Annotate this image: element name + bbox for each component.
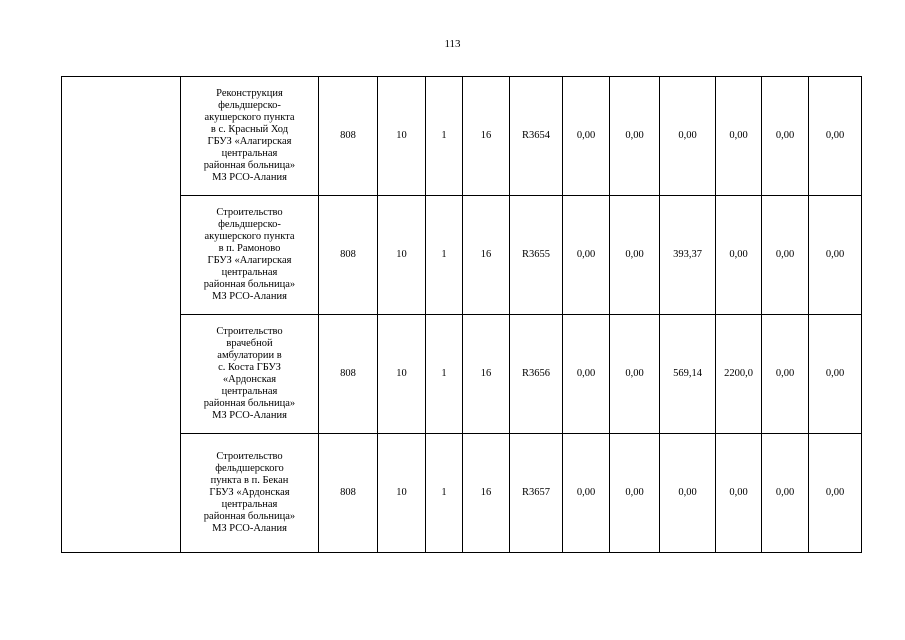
object-name-line: районная больница»: [203, 511, 296, 522]
object-name-line: МЗ РСО-Алания: [212, 291, 287, 302]
amount-cell: 0,00: [762, 315, 809, 434]
subsection-code-cell: 1: [426, 315, 463, 434]
object-name-line: фельдшерского: [215, 463, 284, 474]
object-name-line: центральная: [221, 386, 278, 397]
amount-cell: 0,00: [610, 77, 660, 196]
object-name-line: амбулатории в: [217, 350, 282, 361]
object-name-line: с. Коста ГБУЗ: [218, 362, 281, 373]
amount-cell: 0,00: [563, 77, 610, 196]
target-code-cell: R3655: [510, 196, 563, 315]
subsection-code-cell: 1: [426, 434, 463, 553]
amount-cell: 0,00: [610, 315, 660, 434]
amount-cell: 0,00: [809, 77, 862, 196]
object-name-line: районная больница»: [203, 279, 296, 290]
table-row: [62, 77, 862, 196]
amount-cell: 0,00: [563, 196, 610, 315]
ministry-code-cell: 808: [319, 315, 378, 434]
object-name-line: акушерского пункта: [204, 231, 295, 242]
object-name-line: центральная: [221, 499, 278, 510]
object-name-line: в п. Рамоново: [218, 243, 281, 254]
object-name-line: центральная: [221, 267, 278, 278]
target-code-cell: R3654: [510, 77, 563, 196]
subsection-code-cell: 1: [426, 77, 463, 196]
section-code-cell: 10: [378, 315, 426, 434]
target-code-cell: R3656: [510, 315, 563, 434]
table-row: [62, 434, 862, 553]
object-name-line: районная больница»: [203, 160, 296, 171]
ministry-code-cell: 808: [319, 434, 378, 553]
object-name-line: ГБУЗ «Алагирская: [207, 255, 292, 266]
object-name-cell: [181, 196, 319, 315]
amount-cell: 0,00: [762, 77, 809, 196]
section-code-cell: 10: [378, 77, 426, 196]
object-name-line: центральная: [221, 148, 278, 159]
table-row: [62, 196, 862, 315]
amount-cell: 0,00: [762, 434, 809, 553]
amount-cell: 0,00: [762, 196, 809, 315]
amount-cell: 393,37: [660, 196, 716, 315]
object-name-line: пункта в п. Бекан: [210, 475, 289, 486]
amount-cell: 0,00: [563, 315, 610, 434]
object-name-line: Строительство: [216, 207, 283, 218]
object-name-line: ГБУЗ «Алагирская: [207, 136, 292, 147]
object-name-cell: [181, 315, 319, 434]
program-code-cell: 16: [463, 315, 510, 434]
program-code-cell: 16: [463, 196, 510, 315]
table-row: [62, 315, 862, 434]
object-name-cell: [181, 434, 319, 553]
amount-cell: 0,00: [809, 315, 862, 434]
amount-cell: 0,00: [716, 77, 762, 196]
object-name-line: ГБУЗ «Ардонская: [209, 487, 290, 498]
section-code-cell: 10: [378, 196, 426, 315]
object-name-line: врачебной: [226, 338, 273, 349]
amount-cell: 0,00: [610, 434, 660, 553]
program-code-cell: 16: [463, 77, 510, 196]
object-name-line: Строительство: [216, 451, 283, 462]
object-name-line: фельдшерско-: [218, 219, 281, 230]
target-code-cell: R3657: [510, 434, 563, 553]
ministry-code-cell: 808: [319, 77, 378, 196]
section-code-cell: 10: [378, 434, 426, 553]
object-name-line: акушерского пункта: [204, 112, 295, 123]
amount-cell: 569,14: [660, 315, 716, 434]
amount-cell: 0,00: [660, 77, 716, 196]
object-name-line: МЗ РСО-Алания: [212, 410, 287, 421]
ministry-code-cell: 808: [319, 196, 378, 315]
page-number: 113: [444, 38, 461, 50]
object-name-line: фельдшерско-: [218, 100, 281, 111]
amount-cell: 0,00: [809, 434, 862, 553]
object-name-line: Строительство: [216, 326, 283, 337]
table-body: [62, 77, 862, 553]
subsection-code-cell: 1: [426, 196, 463, 315]
amount-cell: 0,00: [563, 434, 610, 553]
object-name-line: Реконструкция: [216, 88, 283, 99]
object-name-line: районная больница»: [203, 398, 296, 409]
amount-cell: 0,00: [716, 196, 762, 315]
program-code-cell: 16: [463, 434, 510, 553]
object-name-line: «Ардонская: [222, 374, 277, 385]
amount-cell: 2200,0: [716, 315, 762, 434]
object-name-line: МЗ РСО-Алания: [212, 523, 287, 534]
object-name-cell: [181, 77, 319, 196]
object-name-line: МЗ РСО-Алания: [212, 172, 287, 183]
amount-cell: 0,00: [809, 196, 862, 315]
amount-cell: 0,00: [610, 196, 660, 315]
object-name-line: в с. Красный Ход: [210, 124, 289, 135]
amount-cell: 0,00: [716, 434, 762, 553]
empty-merged-cell: [62, 77, 181, 553]
budget-table: [61, 76, 862, 553]
amount-cell: 0,00: [660, 434, 716, 553]
